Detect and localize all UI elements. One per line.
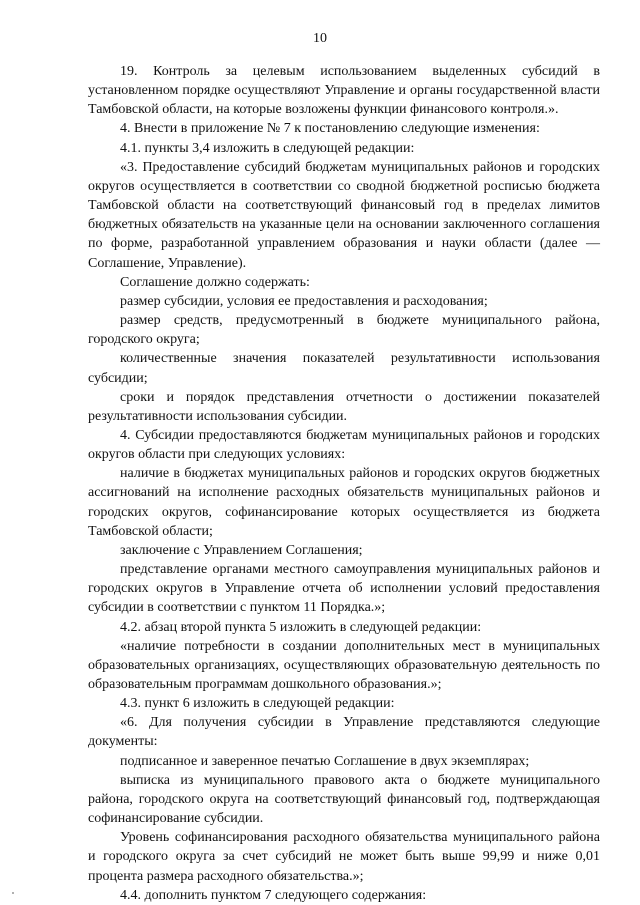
paragraph: выписка из муниципального правового акта о бюджете муниципального района, городского округа на соответствующий финансовый год, подтверждающая софинансирование субсидии. <box>88 772 600 827</box>
scan-artifact <box>12 892 14 894</box>
paragraph: 19. Контроль за целевым использованием выделенных субсидий в установленном порядке осуществляют Управление и органы государственной власти Тамбовской области, на которые возложены функции финансового контроля.». <box>88 64 600 118</box>
paragraph: Уровень софинансирования расходного обязательства муниципального района и городского округа за счет субсидий не может быть выше 99,99 и ниже 0,01 процента размера расходного обязательства.»; <box>88 830 600 884</box>
paragraph: 4.2. абзац второй пункта 5 изложить в следующей редакции: <box>120 619 482 635</box>
paragraph: 4.3. пункт 6 изложить в следующей редакции: <box>120 696 395 712</box>
paragraph: «3. Предоставление субсидий бюджетам муниципальных районов и городских округов осуществляется в соответствии со сводной бюджетной росписью бюджета Тамбовской области на соответствующий финансовый год в пределах лимитов бюджетных обязательств на указанные цели на основании заключенного соглашения по форме, разработанной управлением образования и науки области (далее — Соглашение, Управление). <box>88 159 600 271</box>
paragraph: размер средств, предусмотренный в бюджете муниципального района, городского округа; <box>88 313 600 348</box>
paragraph: подписанное и заверенное печатью Соглашение в двух экземплярах; <box>120 753 530 769</box>
page-number: 10 <box>313 31 327 46</box>
paragraph: количественные значения показателей результативности использования субсидии; <box>88 351 600 386</box>
paragraph: сроки и порядок представления отчетности о достижении показателей результативности использования субсидии. <box>88 389 600 424</box>
paragraph: представление органами местного самоуправления муниципальных районов и городских округов в Управление отчета об исполнении условий предоставления субсидии в соответствии с пунктом 11 Порядка.»; <box>88 562 600 616</box>
document-body <box>88 62 600 905</box>
paragraph: заключение с Управлением Соглашения; <box>120 542 363 558</box>
paragraph: «6. Для получения субсидии в Управление представляются следующие документы: <box>88 715 600 750</box>
paragraph: размер субсидии, условия ее предоставления и расходования; <box>120 293 488 309</box>
paragraph: 4. Субсидии предоставляются бюджетам муниципальных районов и городских округов области при следующих условиях: <box>88 427 600 463</box>
paragraph: 4.4. дополнить пунктом 7 следующего содержания: <box>120 887 427 903</box>
paragraph: 4.1. пункты 3,4 изложить в следующей редакции: <box>120 140 415 156</box>
paragraph: Соглашение должно содержать: <box>120 274 310 290</box>
paragraph: 4. Внести в приложение № 7 к постановлению следующие изменения: <box>120 121 540 137</box>
paragraph: «наличие потребности в создании дополнительных мест в муниципальных образовательных организациях, осуществляющих образовательную деятельность по образовательным программам дошкольного образования.»; <box>88 638 600 692</box>
paragraph: наличие в бюджетах муниципальных районов и городских округов бюджетных ассигнований на исполнение расходных обязательств муниципальных районов и городских округов, софинансирование которых осуществляется из бюджета Тамбовской области; <box>88 466 600 539</box>
